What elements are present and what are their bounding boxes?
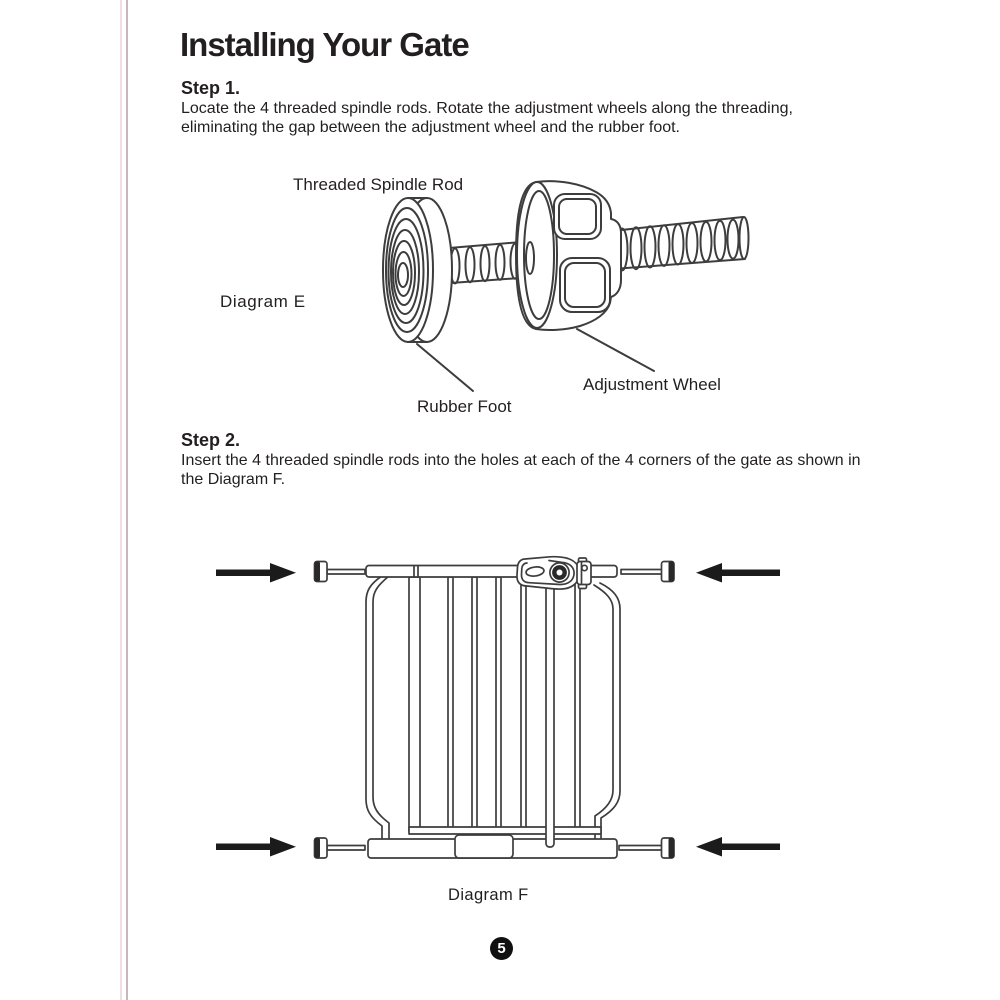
page-number-badge: [490, 937, 513, 960]
adjustment-wheel-pointer-line: [577, 329, 654, 371]
diagram-f-caption: Diagram F: [448, 886, 529, 904]
step-1-heading: Step 1.: [181, 78, 241, 98]
spindle-rod-bottom-right: [619, 838, 674, 858]
rubber-foot-drawing: [383, 198, 452, 342]
insert-arrow-top-right: [696, 563, 780, 583]
page-title: Installing Your Gate: [180, 26, 469, 63]
page-edge-line-faint: [120, 0, 122, 1000]
gate-hinge-tube: [546, 577, 554, 847]
page-edge-line: [126, 0, 128, 1000]
rubber-foot-pointer-line: [417, 344, 473, 391]
spindle-rod-bottom-left: [315, 838, 366, 858]
insert-arrow-bottom-left: [216, 837, 296, 857]
gate-latch-handle: [517, 557, 579, 589]
insert-arrow-top-left: [216, 563, 296, 583]
adjustment-wheel-drawing: [516, 181, 621, 330]
page-number: 5: [497, 940, 506, 957]
label-rubber-foot: Rubber Foot: [417, 397, 512, 416]
threaded-rod-right: [612, 217, 749, 271]
gate-illustration: [200, 545, 800, 875]
diagram-e-caption: Diagram E: [220, 292, 306, 311]
gate-bottom-rail: [409, 827, 601, 834]
step-1-body: Locate the 4 threaded spindle rods. Rotate the adjustment wheels along the threading, eliminating the gap between the adjustment wheel and the rubber foot.: [181, 100, 793, 136]
label-adjustment-wheel: Adjustment Wheel: [583, 375, 721, 394]
step-2-heading: Step 2.: [181, 430, 241, 450]
gate-bars: [409, 577, 601, 834]
spindle-rod-top-left: [315, 562, 366, 582]
spindle-rod-top-right: [621, 562, 674, 582]
insert-arrow-bottom-right: [696, 837, 780, 857]
gate-step-plate: [455, 835, 513, 858]
gate-frame-sides: [366, 576, 620, 839]
spindle-rod-illustration: [200, 163, 760, 418]
step-2-body: Insert the 4 threaded spindle rods into the holes at each of the 4 corners of the gate as shown in the Diagram F.: [181, 452, 861, 488]
gate-latch-bracket: [577, 558, 591, 589]
label-threaded-spindle-rod: Threaded Spindle Rod: [293, 175, 464, 194]
